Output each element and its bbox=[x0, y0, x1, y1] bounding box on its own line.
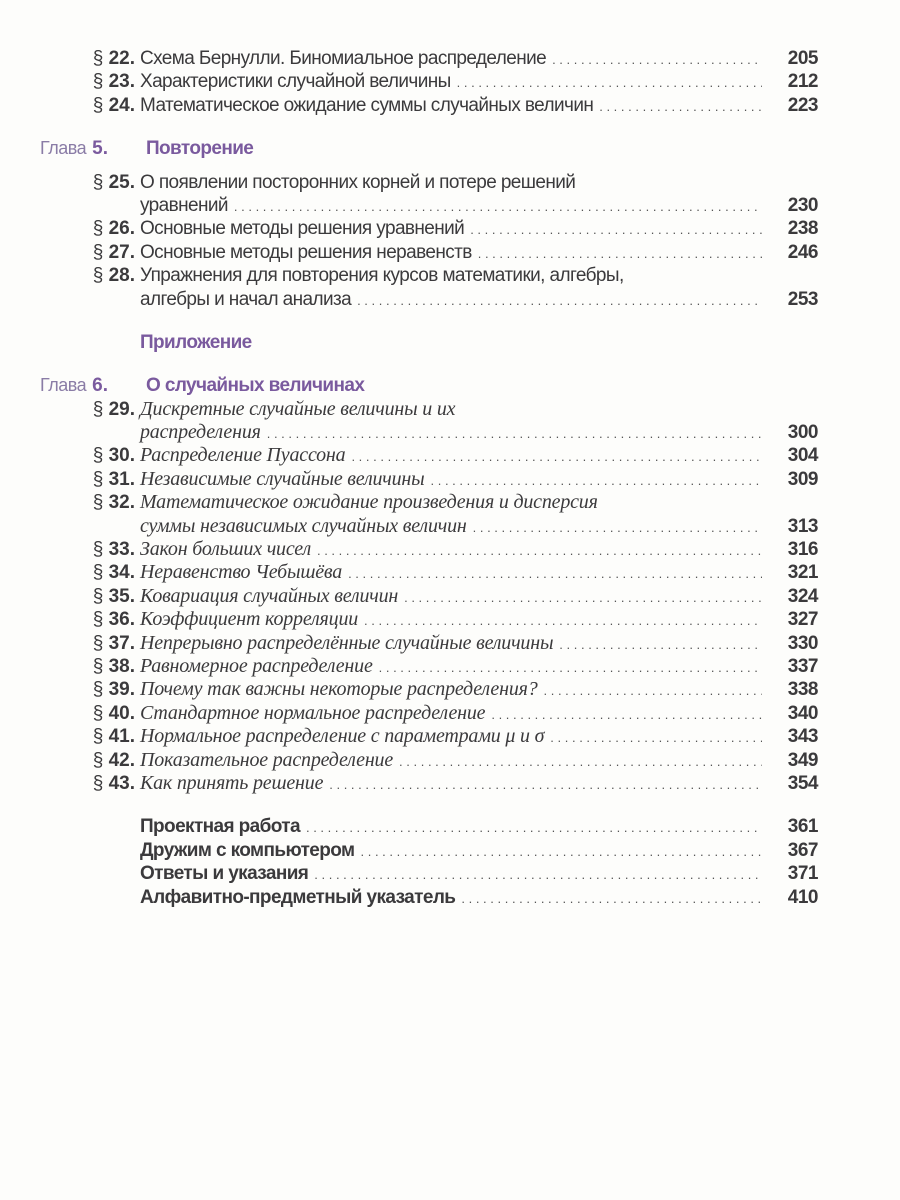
page-number: 246 bbox=[787, 241, 818, 263]
section-sign: § bbox=[92, 539, 104, 561]
section-number-value: 36. bbox=[108, 609, 135, 631]
section-sign: § bbox=[92, 632, 104, 654]
section-number-value: 35. bbox=[108, 585, 135, 607]
section-number bbox=[0, 585, 140, 608]
section-title: Математическое ожидание суммы случайных величин bbox=[140, 94, 594, 116]
toc-entry[interactable] bbox=[0, 194, 900, 217]
toc-entry[interactable] bbox=[0, 632, 900, 655]
section-title: Стандартное нормальное распределение bbox=[140, 701, 486, 724]
chapter-title: Повторение bbox=[146, 138, 254, 160]
toc-entry[interactable] bbox=[0, 398, 900, 421]
dot-leader bbox=[314, 863, 762, 886]
page-number: 371 bbox=[787, 863, 818, 885]
toc-entry[interactable] bbox=[0, 444, 900, 467]
back-matter-title: Ответы и указания bbox=[140, 863, 309, 885]
section-title: Математическое ожидание произведения и дисперсия bbox=[140, 491, 598, 514]
section-number-value: 27. bbox=[108, 241, 135, 263]
dot-leader bbox=[470, 218, 762, 241]
spacer bbox=[0, 117, 900, 137]
section-number-value: 43. bbox=[108, 772, 135, 794]
dot-leader bbox=[599, 95, 762, 118]
section-number bbox=[0, 725, 140, 748]
section-sign: § bbox=[92, 241, 104, 263]
dot-leader bbox=[544, 679, 762, 702]
back-matter-title: Алфавитно-предметный указатель bbox=[140, 886, 456, 908]
section-number bbox=[0, 47, 140, 70]
page-number: 327 bbox=[787, 609, 818, 631]
section-sign: § bbox=[92, 702, 104, 724]
dot-leader bbox=[351, 445, 762, 468]
page-number: 316 bbox=[787, 539, 818, 561]
page-number: 230 bbox=[787, 194, 818, 216]
section-number-value: 28. bbox=[108, 265, 135, 287]
page-number: 349 bbox=[787, 749, 818, 771]
toc-entry[interactable] bbox=[0, 94, 900, 117]
toc-entry[interactable] bbox=[0, 47, 900, 70]
page-number: 337 bbox=[787, 655, 818, 677]
section-sign: § bbox=[92, 468, 104, 490]
dot-leader bbox=[364, 609, 762, 632]
section-sign: § bbox=[92, 749, 104, 771]
dot-leader bbox=[404, 586, 762, 609]
section-title: Упражнения для повторения курсов математики, алгебры, bbox=[140, 265, 624, 287]
section-number bbox=[0, 70, 140, 93]
section-sign: § bbox=[92, 726, 104, 748]
section-title: Ковариация случайных величин bbox=[140, 584, 399, 607]
section-sign: § bbox=[92, 772, 104, 794]
back-matter-title: Дружим с компьютером bbox=[140, 839, 355, 861]
toc-entry[interactable] bbox=[0, 678, 900, 701]
section-number-value: 34. bbox=[108, 562, 135, 584]
dot-leader bbox=[348, 562, 762, 585]
dot-leader bbox=[361, 840, 763, 863]
section-title: Закон больших чисел bbox=[140, 538, 311, 561]
section-number bbox=[0, 241, 140, 264]
dot-leader bbox=[478, 242, 762, 265]
dot-leader bbox=[491, 703, 762, 726]
page-number: 238 bbox=[787, 218, 818, 240]
page-number: 212 bbox=[787, 71, 818, 93]
section-number-value: 26. bbox=[108, 218, 135, 240]
spacer bbox=[0, 161, 900, 171]
toc-entry[interactable] bbox=[0, 839, 900, 862]
toc-entry[interactable] bbox=[0, 491, 900, 514]
section-number bbox=[0, 398, 140, 421]
spacer bbox=[0, 795, 900, 815]
dot-leader bbox=[379, 656, 762, 679]
toc-entry[interactable] bbox=[0, 70, 900, 93]
toc-entry[interactable] bbox=[0, 468, 900, 491]
page-number: 343 bbox=[787, 726, 818, 748]
section-title: Схема Бернулли. Биномиальное распределение bbox=[140, 48, 547, 69]
section-title: Основные методы решения уравнений bbox=[140, 218, 465, 240]
section-sign: § bbox=[92, 585, 104, 607]
section-title: уравнений bbox=[140, 194, 228, 216]
section-sign: § bbox=[92, 398, 104, 420]
page-number: 340 bbox=[787, 702, 818, 724]
dot-leader bbox=[329, 773, 762, 796]
chapter-label: Глава bbox=[40, 138, 87, 159]
toc-entry[interactable] bbox=[0, 264, 900, 287]
section-sign: § bbox=[92, 445, 104, 467]
dot-leader bbox=[306, 816, 762, 839]
section-number-value: 31. bbox=[108, 468, 135, 490]
section-number-value: 30. bbox=[108, 445, 135, 467]
section-number bbox=[0, 655, 140, 678]
section-number bbox=[0, 217, 140, 240]
section-sign: § bbox=[92, 655, 104, 677]
section-title: Основные методы решения неравенств bbox=[140, 241, 472, 263]
page-number: 330 bbox=[787, 632, 818, 654]
section-title: Непрерывно распределённые случайные величины bbox=[140, 631, 554, 654]
section-number bbox=[0, 171, 140, 194]
dot-leader bbox=[431, 469, 763, 492]
page-number: 205 bbox=[787, 48, 818, 69]
section-title: Коэффициент корреляции bbox=[140, 608, 359, 631]
chapter-heading bbox=[0, 137, 900, 160]
spacer bbox=[0, 311, 900, 331]
toc-entry[interactable] bbox=[0, 217, 900, 240]
section-number bbox=[0, 491, 140, 514]
back-matter-title: Проектная работа bbox=[140, 816, 300, 838]
section-number bbox=[0, 632, 140, 655]
section-number-value: 23. bbox=[108, 71, 135, 93]
dot-leader bbox=[552, 48, 762, 71]
dot-leader bbox=[399, 750, 762, 773]
appendix-title: Приложение bbox=[140, 331, 252, 353]
page-number: 223 bbox=[787, 94, 818, 116]
page-number: 361 bbox=[787, 816, 818, 838]
section-number-value: 42. bbox=[108, 749, 135, 771]
section-title: распределения bbox=[140, 421, 261, 444]
toc-entry[interactable] bbox=[0, 241, 900, 264]
page-number: 313 bbox=[787, 515, 818, 537]
toc-entry[interactable] bbox=[0, 772, 900, 795]
section-number bbox=[0, 94, 140, 117]
toc-entry[interactable] bbox=[0, 288, 900, 311]
section-number-value: 38. bbox=[108, 655, 135, 677]
section-sign: § bbox=[92, 679, 104, 701]
page-number: 367 bbox=[787, 839, 818, 861]
toc-entry[interactable] bbox=[0, 862, 900, 885]
section-number bbox=[0, 468, 140, 491]
section-number bbox=[0, 608, 140, 631]
section-number bbox=[0, 561, 140, 584]
page-number: 253 bbox=[787, 288, 818, 310]
section-sign: § bbox=[92, 71, 104, 93]
section-number bbox=[0, 678, 140, 701]
dot-leader bbox=[457, 71, 762, 94]
page-number: 300 bbox=[787, 422, 818, 444]
dot-leader bbox=[267, 422, 762, 445]
section-number bbox=[0, 772, 140, 795]
section-sign: § bbox=[92, 218, 104, 240]
toc-entry[interactable] bbox=[0, 561, 900, 584]
page-number: 410 bbox=[787, 886, 818, 908]
section-sign: § bbox=[92, 609, 104, 631]
section-sign: § bbox=[92, 171, 104, 193]
section-number bbox=[0, 444, 140, 467]
page-number: 321 bbox=[787, 562, 818, 584]
chapter-number bbox=[0, 137, 146, 160]
toc-entry[interactable] bbox=[0, 585, 900, 608]
dot-leader bbox=[357, 289, 762, 312]
section-sign: § bbox=[92, 492, 104, 514]
page-number: 354 bbox=[787, 772, 818, 794]
dot-leader bbox=[317, 539, 762, 562]
section-title: Характеристики случайной величины bbox=[140, 71, 451, 93]
section-title: Показательное распределение bbox=[140, 748, 394, 771]
section-title: Равномерное распределение bbox=[140, 654, 373, 677]
toc-entry[interactable] bbox=[0, 702, 900, 725]
table-of-contents bbox=[0, 47, 900, 909]
chapter-number bbox=[0, 374, 146, 397]
dot-leader bbox=[559, 633, 762, 656]
chapter-number-value: 6. bbox=[92, 375, 108, 397]
toc-entry[interactable] bbox=[0, 171, 900, 194]
section-number-value: 40. bbox=[108, 702, 135, 724]
section-sign: § bbox=[92, 265, 104, 287]
section-number-value: 37. bbox=[108, 632, 135, 654]
section-title: Почему так важны некоторые распределения? bbox=[140, 678, 538, 701]
chapter-number-value: 5. bbox=[92, 138, 108, 160]
dot-leader bbox=[550, 726, 762, 749]
chapter-title: О случайных величинах bbox=[146, 375, 365, 397]
dot-leader bbox=[234, 195, 762, 218]
section-number bbox=[0, 264, 140, 287]
section-number-value: 41. bbox=[108, 726, 135, 748]
section-sign: § bbox=[92, 48, 104, 69]
toc-entry[interactable] bbox=[0, 749, 900, 772]
page-number: 338 bbox=[787, 679, 818, 701]
toc-entry[interactable] bbox=[0, 421, 900, 444]
section-title: О появлении посторонних корней и потере решений bbox=[140, 171, 576, 193]
toc-entry[interactable] bbox=[0, 655, 900, 678]
dot-leader bbox=[473, 516, 762, 539]
section-number-value: 32. bbox=[108, 492, 135, 514]
section-title: суммы независимых случайных величин bbox=[140, 514, 467, 537]
section-number-value: 22. bbox=[108, 48, 135, 69]
page-number: 324 bbox=[787, 585, 818, 607]
chapter-label: Глава bbox=[40, 375, 87, 396]
toc-entry[interactable] bbox=[0, 815, 900, 838]
page-number: 309 bbox=[787, 468, 818, 490]
toc-entry[interactable] bbox=[0, 886, 900, 909]
section-number-value: 39. bbox=[108, 679, 135, 701]
spacer bbox=[0, 354, 900, 374]
section-number-value: 29. bbox=[108, 398, 135, 420]
page-number: 304 bbox=[787, 445, 818, 467]
section-number bbox=[0, 702, 140, 725]
section-number-value: 25. bbox=[108, 171, 135, 193]
toc-entry[interactable] bbox=[0, 538, 900, 561]
section-sign: § bbox=[92, 94, 104, 116]
section-title: Нормальное распределение с параметрами μ и σ bbox=[140, 725, 545, 748]
chapter-heading bbox=[0, 374, 900, 397]
section-title: Распределение Пуассона bbox=[140, 444, 346, 467]
section-number bbox=[0, 749, 140, 772]
section-title: Независимые случайные величины bbox=[140, 467, 425, 490]
toc-entry[interactable] bbox=[0, 515, 900, 538]
section-title: алгебры и начал анализа bbox=[140, 288, 352, 310]
section-number bbox=[0, 538, 140, 561]
section-sign: § bbox=[92, 562, 104, 584]
section-title: Неравенство Чебышёва bbox=[140, 561, 343, 584]
section-number-value: 24. bbox=[108, 94, 135, 116]
dot-leader bbox=[461, 887, 762, 910]
appendix-heading bbox=[0, 331, 900, 354]
toc-entry[interactable] bbox=[0, 725, 900, 748]
section-number-value: 33. bbox=[108, 539, 135, 561]
section-title: Как принять решение bbox=[140, 771, 324, 794]
toc-entry[interactable] bbox=[0, 608, 900, 631]
section-title: Дискретные случайные величины и их bbox=[140, 397, 456, 420]
